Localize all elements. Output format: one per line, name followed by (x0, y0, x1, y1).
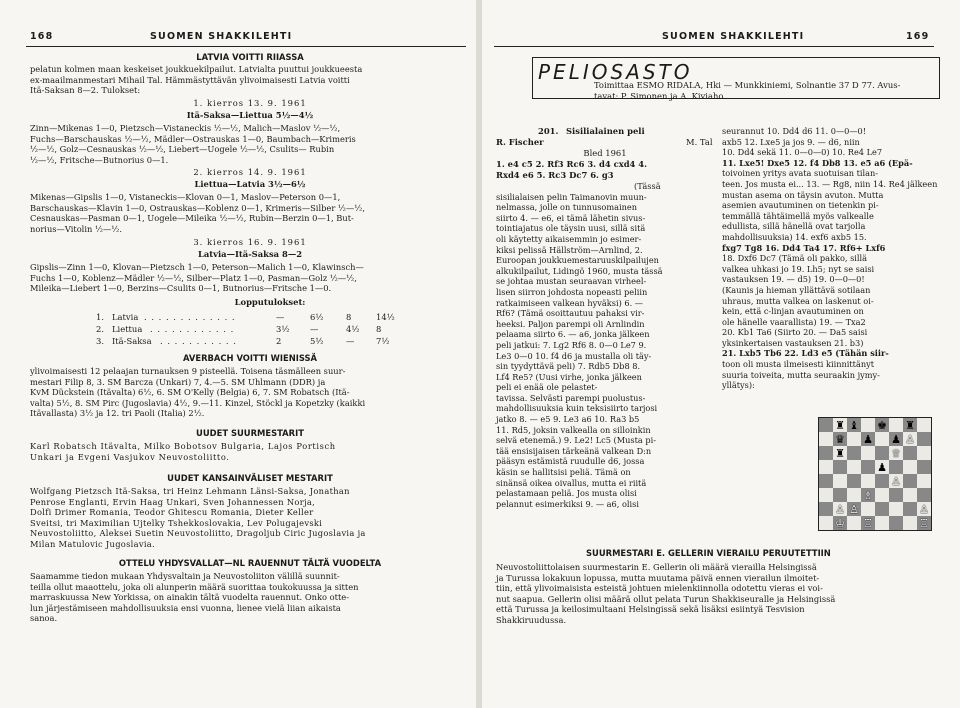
right-page-number: 169 (906, 31, 930, 42)
board-square (833, 446, 847, 460)
board-square (861, 502, 875, 516)
board-square (875, 488, 889, 502)
board-square (819, 488, 833, 502)
round3-match: Latvia—Itä-Saksa 8—2 (197, 249, 303, 259)
suurmestarit-text: Karl Robatsch Itävalta, Milko Bobotsov Bulgaria, Lajos Portisch Unkari ja Evgeni Vasjukov Neuvostoliitto. (30, 441, 336, 462)
gellerin-heading: SUURMESTARI E. GELLERIN VIERAILU PERUUTETTIIN (586, 548, 831, 558)
game-white-player: R. Fischer (496, 137, 544, 147)
chess-piece: ♚ (877, 418, 887, 432)
board-square (875, 418, 889, 432)
board-square (819, 502, 833, 516)
final-standings-heading: Lopputulokset: (234, 297, 306, 307)
board-square (917, 502, 931, 516)
chess-piece: ♜ (835, 418, 845, 432)
board-square (889, 502, 903, 516)
round2-results: Mikenas—Gipslis 1—0, Vistaneckis—Klovan 0—1, Maslov—Peterson 0—1, Barschauskas—Klavin 1—0, Ostrauskas—Koblenz 0—1, Krimeris—Silber ½—½, Cesnauskas—Pasman 0—1, Uogele—Mileika ½—½, Rubin—Berzin 0—1, But- norius—Vitolin ½—½. (30, 192, 365, 234)
latvia-intro: pelatun kolmen maan keskeiset joukkuekilpailut. Latvialta puuttui joukkueesta ex-maailmanmestari Mihail Tal. Hämmästyttävän ylivoimaisesti Latvia voitti Itä-Saksan 8—2. Tulokset: (30, 64, 363, 95)
board-square (847, 446, 861, 460)
kansainvaliset-heading: UUDET KANSAINVÄLISET MESTARIT (167, 473, 333, 483)
chess-piece: ♕ (891, 446, 901, 460)
chess-piece: ♙ (849, 502, 859, 516)
board-square (861, 460, 875, 474)
board-square (889, 460, 903, 474)
chess-piece: ♜ (835, 446, 845, 460)
chess-piece: ♖ (863, 516, 873, 530)
round3-label: 3. kierros 16. 9. 1961 (193, 237, 307, 247)
board-square (917, 474, 931, 488)
board-square (875, 502, 889, 516)
round2-label: 2. kierros 14. 9. 1961 (193, 167, 307, 177)
right-running-head: SUOMEN SHAKKILEHTI (662, 31, 805, 42)
board-square (847, 460, 861, 474)
board-square (917, 488, 931, 502)
chess-piece: ♙ (919, 502, 929, 516)
board-square (875, 446, 889, 460)
board-square (889, 432, 903, 446)
round1-results: Zinn—Mikenas 1—0, Pietzsch—Vistaneckis ½—½, Malich—Maslov ½—½, Fuchs—Barschauskas ½—½, Mädler—Ostrauskas 1—0, Baumbach—Krimeris ½—½, Golz—Cesnauskas ½—½, Liebert—Uogele ½—½, Csulits— Rubin ½—½, Fritsche—Butnorius 0—1. (30, 123, 356, 165)
chess-piece: ♙ (905, 432, 915, 446)
right-header-rule (494, 46, 934, 47)
round2-match: Liettua—Latvia 3½—6½ (194, 179, 306, 189)
peliosasto-title: PELIOSASTO (538, 60, 693, 84)
averbach-heading: AVERBACH VOITTI WIENISSÄ (182, 353, 318, 363)
board-square (833, 488, 847, 502)
board-square (819, 516, 833, 530)
board-square (847, 502, 861, 516)
board-square (903, 516, 917, 530)
chess-piece: ♜ (905, 418, 915, 432)
board-square (833, 516, 847, 530)
left-page-number: 168 (30, 31, 54, 42)
board-square (847, 418, 861, 432)
game-annotation-col1: (Tässä sisilialaisen pelin Taimanovin muun- nelmassa, jolle on tunnusomainen siirto 4. — e6, ei tämä lähetin sivus- tointiajatus ole täysin uusi, sillä sitä oli käytetty aikaisemmin jo esimer- kiksi pelissä Hällström—Arnlind, 2. Euroopan joukkuemestaruuskilpailujen alkukilpailut, Lidingö 1960, musta tässä se johtaa mustan seuraavan virheel- lisen siirron johdosta nopeasti peliin ratkaimiseen valkean hyväksi) 6. — Rf6? (Tämä osoittautuu pahaksi vir- heeksi. Paljon parempi oli Arnlindin pelaama siirto 6. — a6, jonka jälkeen peli jatkui: 7. Lg2 Rf6 8. 0—0 Le7 9. Le3 0—0 10. f4 d6 ja mustalla oli täy- sin tyydyttävä peli) 7. Rdb5 Db8 8. Lf4 Re5? (Uusi virhe, jonka jälkeen peli ei enää ole pelastet- tavissa. Selvästi parempi puolustus- mahdollisuuksia kuin teksisiirto tarjosi jatko 8. — e5 9. Le3 a6 10. Ra3 b5 11. Rd5, joksin valkealla on silloinkin selvä etenemä.) 9. Le2! Lc5 (Musta pi- tää ensisijaisen tärkeänä valkean D:n pääsyn estämistä ruudulle d6, jossa käsin se hallitsisi peliä. Tämä on sinänsä oikea oivallus, mutta ei riitä pelastamaan peliä. Jos musta olisi pelannut esimerkiksi 9. — a6, olisi (496, 181, 663, 509)
board-square (819, 460, 833, 474)
board-square (903, 432, 917, 446)
board-square (819, 446, 833, 460)
board-square (903, 474, 917, 488)
chess-piece: ♟ (863, 432, 873, 446)
board-square (917, 418, 931, 432)
chess-piece: ♔ (835, 516, 845, 530)
board-square (861, 446, 875, 460)
ottelu-text: Saamamme tiedon mukaan Yhdysvaltain ja Neuvostoliiton välillä suunnit- teilla ollut maaottelu, joka oli alunperin määrä suorittaa toukokuussa ja sitten marraskuussa New Yorkissa, on ainakin tältä vuodelta rauennut. Onko otte- lun järjestämiseen mahdollisuuksia ensi vuonna, lienee vielä liian aikaista sanoa. (30, 571, 359, 623)
board-square (875, 432, 889, 446)
game-moves-2: Rxd4 e6 5. Rc3 Dc7 6. g3 (496, 170, 614, 180)
round1-match: Itä-Saksa—Liettua 5½—4½ (186, 110, 314, 120)
peliosasto-editor-line1: Toimittaa ESMO RIDALA, Hki — Munkkiniemi, Solnantie 37 D 77. Avus- (594, 80, 901, 90)
chess-piece: ♛ (835, 432, 845, 446)
board-square (889, 488, 903, 502)
board-square (875, 516, 889, 530)
board-square (903, 446, 917, 460)
board-square (903, 502, 917, 516)
board-square (833, 502, 847, 516)
board-square (917, 432, 931, 446)
board-square (847, 432, 861, 446)
averbach-text: ylivoimaisesti 12 pelaajan turnauksen 9 pisteellä. Toisena täsmälleen suur- mestari Filip 8, 3. SM Barcza (Unkari) 7, 4.—5. SM Uhlmann (DDR) ja KvM Dückstein (Itävalta) 6½, 6. SM O'Kelly (Belgia) 6, 7. SM Robatsch (Itä- valta) 5½, 8. SM Pirc (Jugoslavia) 4½, 9.—11. Kinzel, Stöckl ja Kopetzky (kaikki Itävallasta) 3½ ja 12. tri Paoli (Italia) 2½. (30, 366, 366, 418)
left-running-head: SUOMEN SHAKKILEHTI (150, 31, 293, 42)
chess-piece: ♝ (849, 418, 859, 432)
game-event: Bled 1961 (583, 148, 627, 158)
board-square (875, 460, 889, 474)
board-square (847, 488, 861, 502)
board-square (889, 446, 903, 460)
board-square (861, 516, 875, 530)
board-square (819, 474, 833, 488)
board-square (819, 418, 833, 432)
peliosasto-editor-line2: tavat: P. Simonen ja A. Kiviaho. (594, 91, 726, 101)
board-square (861, 432, 875, 446)
chess-piece: ♟ (877, 460, 887, 474)
chess-diagram (818, 417, 932, 531)
suurmestarit-heading: UUDET SUURMESTARIT (196, 428, 304, 438)
board-square (833, 432, 847, 446)
game-opening: Sisilialainen peli (566, 126, 645, 136)
board-square (903, 460, 917, 474)
board-square (861, 418, 875, 432)
board-square (819, 432, 833, 446)
board-square (833, 460, 847, 474)
board-square (833, 474, 847, 488)
board-square (833, 418, 847, 432)
latvia-heading: LATVIA VOITTI RIIASSA (196, 52, 304, 62)
chess-piece: ♖ (919, 516, 929, 530)
board-square (861, 474, 875, 488)
board-square (889, 418, 903, 432)
chess-piece: ♟ (891, 432, 901, 446)
game-number: 201. (538, 126, 559, 136)
board-square (889, 474, 903, 488)
chess-piece: ♙ (891, 474, 901, 488)
board-square (861, 488, 875, 502)
board-square (889, 516, 903, 530)
board-square (847, 516, 861, 530)
chess-piece: ♗ (863, 488, 873, 502)
board-square (903, 488, 917, 502)
ottelu-heading: OTTELU YHDYSVALLAT—NL RAUENNUT TÄLTÄ VUODELTA (118, 558, 382, 568)
board-square (917, 460, 931, 474)
game-black-player: M. Tal (686, 137, 713, 147)
gellerin-text: Neuvostoliittolaisen suurmestarin E. Gellerin oli määrä vierailla Helsingissä ja Turussa lokakuun lopussa, mutta muutama päivä ennen vierailun ilmoitet- tiin, että ylivoimaisista esteistä johtuen mielenkiinnolla odotettu vieras ei voi- nut saapua. Gellerin olisi määrä ollut pelata Turun Shakkiseuralle ja Helsingissä että Turussa ja keilosimultaani Helsingissä sekä lisäksi esiintyä Tesvision Shakkiruudussa. (496, 562, 836, 625)
kansainvaliset-text: Wolfgang Pietzsch Itä-Saksa, tri Heinz Lehmann Länsi-Saksa, Jonathan Penrose Englanti, Ervin Haag Unkari, Sven Johannessen Norja, Dolfi Drimer Romania, Teodor Ghitescu Romania, Dieter Keller Sveitsi, tri Maximilian Ujtelky Tshekkoslovakia, Lev Polugajevski Neuvostoliitto, Aleksei Suetin Neuvostoliitto, Dragoljub Ciric Jugoslavia ja Milan Matulovic Jugoslavia. (30, 486, 366, 549)
round3-results: Gipslis—Zinn 1—0, Klovan—Pietzsch 1—0, Peterson—Malich 1—0, Klawinsch— Fuchs 1—0, Koblenz—Mädler ½—½, Silber—Platz 1—0, Pasman—Golz ½—½, Mileika—Liebert 1—0, Berzins—Csulits 0—1, Butnorius—Fritsche 1—0. (30, 262, 364, 293)
game-annotation-col2: seurannut 10. Dd4 d6 11. 0—0—0! axb5 12. Lxe5 ja jos 9. — d6, niin 10. Dd4 sekä 11. 0—0—0) 10. Re4 Le7 11. Lxe5! Dxe5 12. f4 Db8 13. e5 a6 (Epä- toivoinen yritys avata suotuisan tilan- teen. Jos musta ei... 13. — Rg8, niin 14. Re4 jälkeen mustan asema on täysin avuton. Mutta asemien avautuminen on tietenkin pi- temmällä tähtäimellä myös valkealle edullista, sillä hänellä ovat tarjolla mahdollisuuksia) 14. exf6 axb5 15. fxg7 Tg8 16. Dd4 Ta4 17. Rf6+ Lxf6 18. Dxf6 Dc7 (Tämä oli pakko, sillä valkea uhkasi jo 19. Lh5; nyt se saisi vastauksen 19. — d5) 19. 0—0—0! (Kaunis ja hieman yllättävä sotilaan uhraus, mutta valkea on laskenut oi- kein, että c-linjan avautuminen on ole hänelle vaarallista) 19. — Txa2 20. Kb1 Ta6 (Siirto 20. — Da5 saisi yksinkertaisen vastauksen 21. b3) 21. Lxb5 Tb6 22. Ld3 e5 (Tähän siir- toon oli musta ilmeisesti kiinnittänyt suuria toiveita, mutta seuraakin jymy- yllätys): (722, 126, 938, 391)
board-square (875, 474, 889, 488)
board-square (917, 516, 931, 530)
chess-piece: ♙ (835, 502, 845, 516)
game-moves-1: 1. e4 c5 2. Rf3 Rc6 3. d4 cxd4 4. (496, 159, 648, 169)
round1-label: 1. kierros 13. 9. 1961 (193, 98, 307, 108)
board-square (903, 418, 917, 432)
left-header-rule (26, 46, 466, 47)
board-square (847, 474, 861, 488)
board-square (917, 446, 931, 460)
